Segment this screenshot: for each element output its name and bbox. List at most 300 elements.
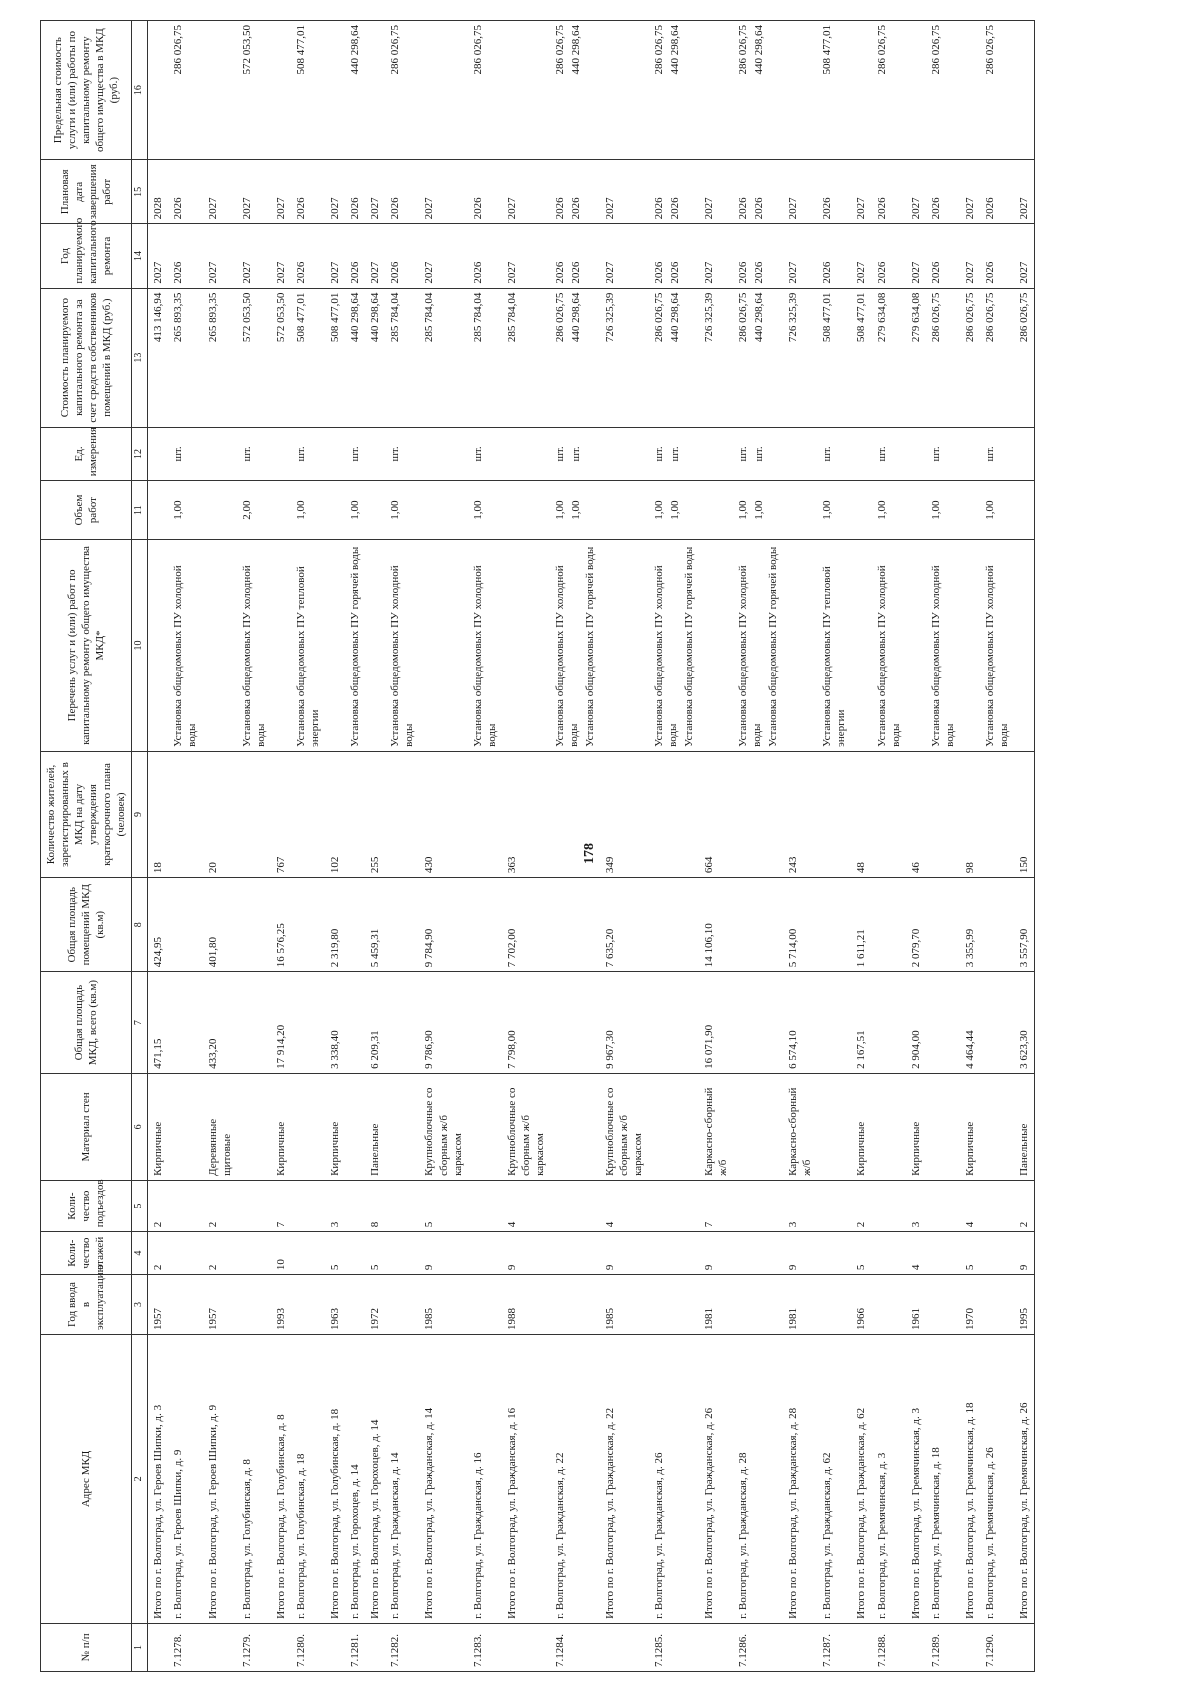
- cell-entrances: 7: [271, 1180, 291, 1231]
- cell-works-list: [906, 540, 926, 752]
- limit-cost-value: 440 298,64: [570, 25, 583, 75]
- cell-limit-cost: [960, 21, 980, 160]
- cell-total-area: [817, 972, 851, 1074]
- column-header-5: Коли-чество подъездов: [41, 1180, 132, 1231]
- cell-floors: [550, 1232, 600, 1275]
- cell-work-volume: [550, 481, 600, 540]
- limit-cost-value: 508 477,01: [294, 25, 307, 75]
- cell-planned-cost: [203, 288, 237, 427]
- cell-row-number: [960, 1623, 980, 1671]
- cell-address: [468, 1334, 502, 1623]
- cell-address: [148, 1334, 169, 1623]
- cell-completion-date: [237, 160, 271, 224]
- column-number-6: 6: [132, 1073, 148, 1180]
- address-value: г. Волгоград, ул. Гремячинская, д. 3: [875, 1452, 888, 1619]
- cell-limit-cost: [148, 21, 169, 160]
- cell-premises-area: [468, 878, 502, 972]
- column-number-1: 1: [132, 1623, 148, 1671]
- cell-address: [872, 1334, 906, 1623]
- column-number-8: 8: [132, 878, 148, 972]
- table-row: [385, 21, 419, 1672]
- cell-premises-area: [385, 878, 419, 972]
- cell-address: [600, 1334, 648, 1623]
- cell-works-list: [365, 540, 385, 752]
- cell-address: [783, 1334, 817, 1623]
- cell-address: [203, 1334, 237, 1623]
- cell-repair-year: [168, 224, 202, 288]
- cell-unit: [926, 427, 960, 480]
- address-value: г. Волгоград, ул. Гражданская, д. 62: [821, 1452, 834, 1619]
- cell-works-list: [345, 540, 365, 752]
- cell-residents: 243: [783, 751, 817, 877]
- work-volume-value: 1,00: [668, 500, 681, 520]
- cell-completion-date: [1014, 160, 1035, 224]
- cell-floors: 5: [365, 1232, 385, 1275]
- cell-premises-area: 14 106,10: [699, 878, 733, 972]
- works-list-value: Установка общедомовых ПУ холодной воды: [929, 565, 956, 747]
- cell-planned-cost: [419, 288, 467, 427]
- works-list-value: Установка общедомовых ПУ холодной воды: [389, 565, 416, 747]
- works-list-value: Установка общедомовых ПУ тепловой энергии: [294, 566, 321, 747]
- cell-row-number: [203, 1623, 237, 1671]
- cell-wall-material: Кирпичные: [325, 1073, 345, 1180]
- cell-floors: 2: [148, 1232, 169, 1275]
- cell-build-year: 1961: [906, 1275, 926, 1335]
- column-number-4: 4: [132, 1232, 148, 1275]
- cell-premises-area: 9 784,90: [419, 878, 467, 972]
- cell-build-year: 1981: [783, 1275, 817, 1335]
- cell-limit-cost: [980, 21, 1014, 160]
- cell-residents: [291, 751, 325, 877]
- planned-cost-value: 508 477,01: [294, 292, 307, 343]
- cell-planned-cost: [980, 288, 1014, 427]
- cell-residents: 255: [365, 751, 385, 877]
- table-row: [872, 21, 906, 1672]
- repair-year-value: 2026: [471, 261, 484, 284]
- cell-unit: [851, 427, 871, 480]
- planned-cost-value: 440 298,64: [753, 292, 765, 343]
- cell-work-volume: [851, 481, 871, 540]
- cell-residents: 430: [419, 751, 467, 877]
- address-value: г. Волгоград, ул. Героев Шипки, д. 9: [172, 1449, 185, 1619]
- cell-row-number: 7.1285.: [649, 1623, 699, 1671]
- cell-limit-cost: [851, 21, 871, 160]
- table-row: [468, 21, 502, 1672]
- column-header-15: Плановая дата завершения работ: [41, 160, 132, 224]
- cell-entrances: 2: [203, 1180, 237, 1231]
- cell-residents: 102: [325, 751, 345, 877]
- cell-wall-material: Деревянные щитовые: [203, 1073, 237, 1180]
- cell-work-volume: [168, 481, 202, 540]
- address-value: Итого по г. Волгоград, ул. Гражданская, д. 16: [505, 1407, 518, 1619]
- cell-unit: [237, 427, 271, 480]
- cell-premises-area: [817, 878, 851, 972]
- cell-completion-date: [168, 160, 202, 224]
- repair-year-value: 2027: [329, 261, 342, 284]
- cell-entrances: [872, 1180, 906, 1231]
- cell-planned-cost: [926, 288, 960, 427]
- cell-works-list: [168, 540, 202, 752]
- address-value: г. Волгоград, ул. Гремячинская, д. 18: [929, 1447, 942, 1619]
- cell-wall-material: Крупноблочные со сборным ж/б каркасом: [502, 1073, 550, 1180]
- cell-premises-area: [926, 878, 960, 972]
- cell-planned-cost: [291, 288, 325, 427]
- cell-work-volume: [1014, 481, 1035, 540]
- table-row: [502, 21, 550, 1672]
- cell-row-number: [851, 1623, 871, 1671]
- address-value: Итого по г. Волгоград, ул. Горохоцев, д. 14: [369, 1419, 382, 1619]
- limit-cost-value: 286 026,75: [471, 25, 484, 75]
- table-row: [550, 21, 600, 1672]
- unit-value: шт.: [875, 446, 888, 462]
- cell-limit-cost: [783, 21, 817, 160]
- address-value: г. Волгоград, ул. Гражданская, д. 22: [554, 1452, 567, 1619]
- cell-build-year: [550, 1275, 600, 1335]
- cell-completion-date: [203, 160, 237, 224]
- cell-total-area: 6 209,31: [365, 972, 385, 1074]
- completion-date-value: 2026: [294, 197, 307, 220]
- address-value: Итого по г. Волгоград, ул. Гремячинская, д. 26: [1018, 1402, 1031, 1619]
- planned-cost-value: 286 026,75: [984, 292, 997, 343]
- cell-entrances: 2: [1014, 1180, 1035, 1231]
- cell-row-number: [600, 1623, 648, 1671]
- cell-planned-cost: [699, 288, 733, 427]
- repair-year-value: 2026: [821, 261, 834, 284]
- cell-entrances: 3: [325, 1180, 345, 1231]
- cell-address: [980, 1334, 1014, 1623]
- completion-date-value: 2026: [172, 197, 185, 220]
- cell-row-number: 7.1280.: [291, 1623, 325, 1671]
- cell-total-area: [550, 972, 600, 1074]
- completion-date-value: 2027: [505, 197, 518, 220]
- limit-cost-value: 508 477,01: [821, 25, 834, 75]
- cell-works-list: [237, 540, 271, 752]
- completion-date-value: 2026: [652, 197, 665, 220]
- cell-total-area: 9 786,90: [419, 972, 467, 1074]
- cell-build-year: [168, 1275, 202, 1335]
- cell-work-volume: [291, 481, 325, 540]
- cell-floors: 9: [699, 1232, 733, 1275]
- cell-completion-date: [385, 160, 419, 224]
- cell-residents: 46: [906, 751, 926, 877]
- completion-date-value: 2027: [909, 197, 922, 220]
- cell-completion-date: [649, 160, 699, 224]
- cell-wall-material: [291, 1073, 325, 1180]
- cell-entrances: [550, 1180, 600, 1231]
- cell-entrances: 7: [699, 1180, 733, 1231]
- cell-build-year: [980, 1275, 1014, 1335]
- unit-value: шт.: [929, 446, 942, 462]
- cell-repair-year: [271, 224, 291, 288]
- cell-total-area: [733, 972, 783, 1074]
- cell-premises-area: [237, 878, 271, 972]
- cell-wall-material: Панельные: [365, 1073, 385, 1180]
- cell-limit-cost: [345, 21, 365, 160]
- repair-year-value: 2026: [294, 261, 307, 284]
- cell-repair-year: [872, 224, 906, 288]
- completion-date-value: 2027: [369, 197, 382, 220]
- cell-planned-cost: [168, 288, 202, 427]
- cell-row-number: 7.1288.: [872, 1623, 906, 1671]
- cell-floors: 5: [325, 1232, 345, 1275]
- cell-works-list: [468, 540, 502, 752]
- planned-cost-value: 265 893,35: [206, 292, 219, 343]
- cell-limit-cost: [365, 21, 385, 160]
- cell-build-year: [733, 1275, 783, 1335]
- cell-unit: [960, 427, 980, 480]
- cell-unit: [872, 427, 906, 480]
- repair-year-value: 2026: [349, 261, 362, 284]
- cell-total-area: 3 623,30: [1014, 972, 1035, 1074]
- completion-date-value: 2027: [787, 197, 800, 220]
- cell-repair-year: [906, 224, 926, 288]
- cell-limit-cost: [550, 21, 600, 160]
- cell-work-volume: [345, 481, 365, 540]
- cell-wall-material: Панельные: [1014, 1073, 1035, 1180]
- cell-repair-year: [926, 224, 960, 288]
- cell-total-area: 9 967,30: [600, 972, 648, 1074]
- planned-cost-value: 440 298,64: [369, 292, 382, 343]
- column-header-14: Год планируемого капитального ремонта: [41, 224, 132, 288]
- work-volume-value: 1,00: [471, 500, 484, 520]
- address-value: Итого по г. Волгоград, ул. Голубинская, д. 8: [274, 1414, 287, 1619]
- unit-value: шт.: [821, 446, 834, 462]
- table-row: [960, 21, 980, 1672]
- planned-cost-value: 285 784,04: [471, 292, 484, 343]
- cell-unit: [980, 427, 1014, 480]
- work-volume-value: 1,00: [294, 500, 307, 520]
- cell-residents: 48: [851, 751, 871, 877]
- repair-year-value: 2026: [668, 261, 681, 284]
- column-number-9: 9: [132, 751, 148, 877]
- column-number-10: 10: [132, 540, 148, 752]
- cell-floors: 5: [851, 1232, 871, 1275]
- works-list-value: Установка общедомовых ПУ холодной воды: [172, 565, 199, 747]
- cell-entrances: 4: [600, 1180, 648, 1231]
- cell-work-volume: [365, 481, 385, 540]
- works-list-value: Установка общедомовых ПУ горячей воды: [767, 546, 780, 747]
- table-row: [203, 21, 237, 1672]
- planned-cost-value: 286 026,75: [736, 292, 749, 343]
- cell-planned-cost: [851, 288, 871, 427]
- cell-floors: [872, 1232, 906, 1275]
- table-header: [41, 21, 148, 1672]
- cell-unit: [906, 427, 926, 480]
- column-header-16: Предельная стоимость услуги и (или) работы по капитальному ремонту общего имущества в МКД (руб.): [41, 21, 132, 160]
- cell-row-number: [271, 1623, 291, 1671]
- cell-completion-date: [550, 160, 600, 224]
- planned-cost-value: 572 053,50: [274, 292, 287, 343]
- cell-build-year: [817, 1275, 851, 1335]
- cell-unit: [1014, 427, 1035, 480]
- cell-entrances: 2: [148, 1180, 169, 1231]
- planned-cost-value: 726 325,39: [604, 292, 617, 343]
- completion-date-value: 2027: [855, 197, 868, 220]
- column-header-7: Общая площадь МКД, всего (кв.м): [41, 972, 132, 1074]
- cell-planned-cost: [237, 288, 271, 427]
- unit-value: шт.: [389, 446, 402, 462]
- repair-year-value: 2026: [554, 261, 567, 284]
- cell-planned-cost: [502, 288, 550, 427]
- cell-works-list: [600, 540, 648, 752]
- table-row: [168, 21, 202, 1672]
- repair-year-value: 2027: [604, 261, 617, 284]
- repair-year-value: 2027: [702, 261, 715, 284]
- cell-address: [1014, 1334, 1035, 1623]
- cell-unit: [550, 427, 600, 480]
- column-number-15: 15: [132, 160, 148, 224]
- cell-unit: [600, 427, 648, 480]
- cell-residents: 664: [699, 751, 733, 877]
- cell-planned-cost: [960, 288, 980, 427]
- cell-entrances: 4: [502, 1180, 550, 1231]
- cell-wall-material: [733, 1073, 783, 1180]
- cell-entrances: 5: [419, 1180, 467, 1231]
- cell-unit: [419, 427, 467, 480]
- completion-date-value: 2027: [240, 197, 253, 220]
- cell-work-volume: [325, 481, 345, 540]
- cell-work-volume: [502, 481, 550, 540]
- cell-premises-area: [649, 878, 699, 972]
- cell-row-number: [502, 1623, 550, 1671]
- cell-wall-material: Кирпичные: [906, 1073, 926, 1180]
- work-volume-value: 1,00: [929, 500, 942, 520]
- cell-premises-area: 3 557,90: [1014, 878, 1035, 972]
- cell-entrances: 4: [960, 1180, 980, 1231]
- cell-unit: [291, 427, 325, 480]
- completion-date-value: 2026: [668, 197, 681, 220]
- completion-date-value: 2026: [875, 197, 888, 220]
- cell-wall-material: [817, 1073, 851, 1180]
- cell-total-area: 2 904,00: [906, 972, 926, 1074]
- planned-cost-value: 508 477,01: [329, 292, 342, 343]
- cell-works-list: [733, 540, 783, 752]
- repair-year-value: 2026: [875, 261, 888, 284]
- cell-build-year: 1957: [148, 1275, 169, 1335]
- column-header-13: Стоимость планируемого капитального ремонта за счет средств собственников помещений в МКД (руб.): [41, 288, 132, 427]
- table-row: [271, 21, 291, 1672]
- work-volume-value: 1,00: [736, 500, 749, 520]
- cell-address: [385, 1334, 419, 1623]
- address-value: г. Волгоград, ул. Голубинская, д. 18: [294, 1453, 307, 1619]
- cell-completion-date: [926, 160, 960, 224]
- table-row: [926, 21, 960, 1672]
- cell-address: [168, 1334, 202, 1623]
- cell-work-volume: [960, 481, 980, 540]
- cell-planned-cost: [148, 288, 169, 427]
- cell-planned-cost: [550, 288, 600, 427]
- column-number-14: 14: [132, 224, 148, 288]
- cell-row-number: 7.1281.: [345, 1623, 365, 1671]
- cell-unit: [783, 427, 817, 480]
- cell-work-volume: [699, 481, 733, 540]
- cell-premises-area: [345, 878, 365, 972]
- cell-build-year: [237, 1275, 271, 1335]
- cell-residents: [345, 751, 365, 877]
- cell-limit-cost: [733, 21, 783, 160]
- cell-repair-year: [699, 224, 733, 288]
- cell-residents: 349: [600, 751, 648, 877]
- table-row: [980, 21, 1014, 1672]
- cell-residents: [468, 751, 502, 877]
- cell-planned-cost: [872, 288, 906, 427]
- cell-planned-cost: [1014, 288, 1035, 427]
- cell-build-year: 1966: [851, 1275, 871, 1335]
- column-header-10: Перечень услуг и (или) работ по капитальному ремонту общего имущества МКД*: [41, 540, 132, 752]
- header-row: [41, 21, 132, 1672]
- planned-cost-value: 726 325,39: [702, 292, 715, 343]
- cell-build-year: [385, 1275, 419, 1335]
- cell-build-year: [345, 1275, 365, 1335]
- cell-limit-cost: [168, 21, 202, 160]
- page-number: 178: [582, 843, 597, 864]
- cell-residents: 767: [271, 751, 291, 877]
- cell-repair-year: [325, 224, 345, 288]
- cell-completion-date: [365, 160, 385, 224]
- cell-build-year: 1981: [699, 1275, 733, 1335]
- cell-works-list: [271, 540, 291, 752]
- cell-work-volume: [980, 481, 1014, 540]
- table-row: [237, 21, 271, 1672]
- cell-entrances: 3: [906, 1180, 926, 1231]
- cell-row-number: 7.1283.: [468, 1623, 502, 1671]
- planned-cost-value: 286 026,75: [554, 292, 567, 343]
- completion-date-value: 2026: [349, 197, 362, 220]
- column-number-11: 11: [132, 481, 148, 540]
- repair-year-value: 2026: [929, 261, 942, 284]
- cell-work-volume: [926, 481, 960, 540]
- column-number-7: 7: [132, 972, 148, 1074]
- cell-works-list: [960, 540, 980, 752]
- cell-premises-area: 3 355,99: [960, 878, 980, 972]
- cell-wall-material: [237, 1073, 271, 1180]
- cell-entrances: [168, 1180, 202, 1231]
- column-number-12: 12: [132, 427, 148, 480]
- cell-completion-date: [345, 160, 365, 224]
- cell-entrances: [649, 1180, 699, 1231]
- cell-repair-year: [203, 224, 237, 288]
- cell-residents: 98: [960, 751, 980, 877]
- cell-planned-cost: [385, 288, 419, 427]
- cell-limit-cost: [203, 21, 237, 160]
- cell-floors: [733, 1232, 783, 1275]
- cell-premises-area: 2 319,80: [325, 878, 345, 972]
- cell-total-area: [168, 972, 202, 1074]
- table-row: [649, 21, 699, 1672]
- cell-row-number: [419, 1623, 467, 1671]
- cell-limit-cost: [468, 21, 502, 160]
- cell-address: [906, 1334, 926, 1623]
- address-value: г. Волгоград, ул. Гражданская, д. 28: [736, 1452, 749, 1619]
- cell-address: [365, 1334, 385, 1623]
- cell-unit: [502, 427, 550, 480]
- cell-work-volume: [872, 481, 906, 540]
- cell-repair-year: [550, 224, 600, 288]
- completion-date-value: 2026: [554, 197, 567, 220]
- repair-year-value: 2027: [787, 261, 800, 284]
- cell-work-volume: [733, 481, 783, 540]
- cell-total-area: [237, 972, 271, 1074]
- column-header-6: Материал стен: [41, 1073, 132, 1180]
- cell-entrances: [468, 1180, 502, 1231]
- unit-value: шт.: [554, 446, 567, 462]
- cell-build-year: 1957: [203, 1275, 237, 1335]
- cell-planned-cost: [271, 288, 291, 427]
- cell-address: [851, 1334, 871, 1623]
- address-value: Итого по г. Волгоград, ул. Гремячинская, д. 3: [909, 1407, 922, 1619]
- limit-cost-value: 286 026,75: [736, 25, 749, 75]
- repair-year-value: 2026: [753, 261, 765, 284]
